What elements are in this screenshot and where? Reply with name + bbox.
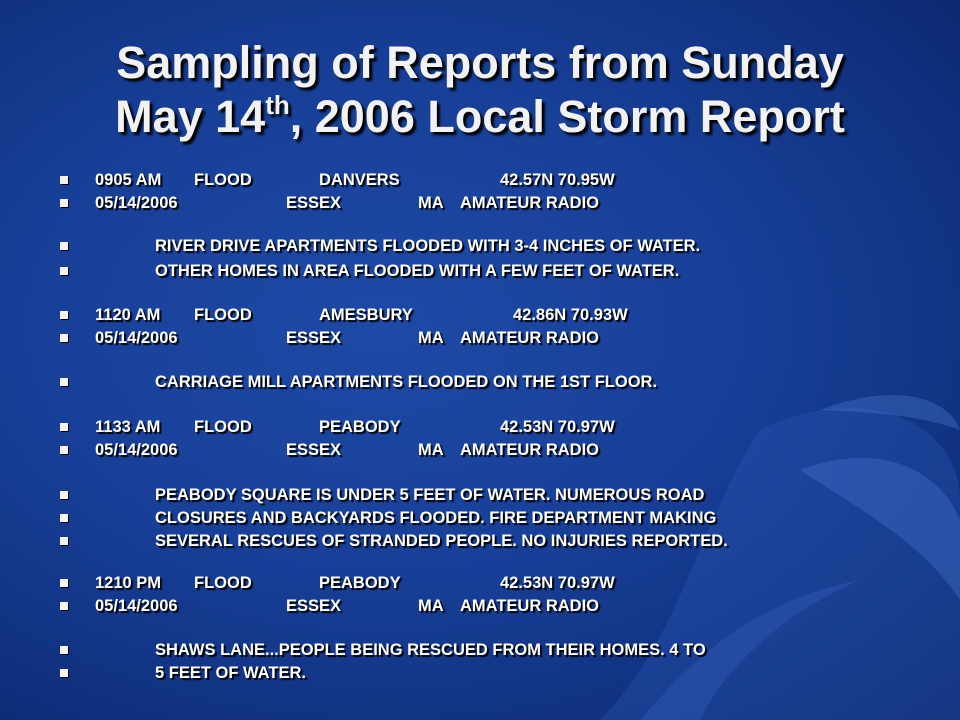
report-type: FLOOD: [194, 171, 252, 189]
report-type: FLOOD: [194, 306, 252, 324]
report-location: PEABODY: [319, 574, 401, 592]
report-source: AMATEUR RADIO: [460, 194, 600, 212]
report-remark: 5 FEET OF WATER.: [155, 664, 306, 682]
report-time: 0905 AM: [95, 171, 162, 189]
report-location: PEABODY: [319, 418, 401, 436]
report-date: 05/14/2006: [95, 597, 178, 615]
bullet-icon: [60, 242, 68, 250]
report-remark: SEVERAL RESCUES OF STRANDED PEOPLE. NO INJURIES REPORTED.: [155, 532, 728, 550]
report-location: AMESBURY: [319, 306, 413, 324]
report-date: 05/14/2006: [95, 194, 178, 212]
report-source: AMATEUR RADIO: [460, 441, 600, 459]
bullet-icon: [60, 646, 68, 654]
bullet-icon: [60, 378, 68, 386]
bullet-icon: [60, 579, 68, 587]
bullet-icon: [60, 311, 68, 319]
report-state: MA: [418, 194, 444, 212]
report-location: DANVERS: [319, 171, 400, 189]
report-type: FLOOD: [194, 418, 252, 436]
bullet-icon: [60, 602, 68, 610]
report-latlon: 42.86N 70.93W: [513, 306, 628, 324]
report-remark: RIVER DRIVE APARTMENTS FLOODED WITH 3-4 INCHES OF WATER.: [155, 237, 701, 255]
report-county: ESSEX: [286, 194, 342, 212]
report-type: FLOOD: [194, 574, 252, 592]
report-county: ESSEX: [286, 441, 342, 459]
bullet-icon: [60, 514, 68, 522]
report-date: 05/14/2006: [95, 329, 178, 347]
report-state: MA: [418, 329, 444, 347]
bullet-icon: [60, 491, 68, 499]
bullet-icon: [60, 669, 68, 677]
bullet-icon: [60, 446, 68, 454]
report-time: 1120 AM: [95, 306, 161, 324]
report-remark: PEABODY SQUARE IS UNDER 5 FEET OF WATER. NUMEROUS ROAD: [155, 486, 705, 504]
bullet-icon: [60, 423, 68, 431]
title-line-1: Sampling of Reports from Sunday: [116, 37, 844, 88]
bullet-icon: [60, 537, 68, 545]
report-time: 1210 PM: [95, 574, 162, 592]
report-source: AMATEUR RADIO: [460, 597, 600, 615]
bullet-icon: [60, 199, 68, 207]
report-remark: SHAWS LANE...PEOPLE BEING RESCUED FROM THEIR HOMES. 4 TO: [155, 641, 706, 659]
report-latlon: 42.57N 70.95W: [500, 171, 615, 189]
bullet-icon: [60, 176, 68, 184]
report-county: ESSEX: [286, 329, 342, 347]
report-remark: CARRIAGE MILL APARTMENTS FLOODED ON THE 1ST FLOOR.: [155, 373, 658, 391]
report-state: MA: [418, 441, 444, 459]
report-time: 1133 AM: [95, 418, 161, 436]
report-latlon: 42.53N 70.97W: [500, 574, 615, 592]
report-source: AMATEUR RADIO: [460, 329, 600, 347]
report-remark: OTHER HOMES IN AREA FLOODED WITH A FEW FEET OF WATER.: [155, 262, 680, 280]
title-line-2: May 14th, 2006 Local Storm Report: [115, 90, 845, 142]
report-state: MA: [418, 597, 444, 615]
report-date: 05/14/2006: [95, 441, 178, 459]
report-remark: CLOSURES AND BACKYARDS FLOODED. FIRE DEPARTMENT MAKING: [155, 509, 717, 527]
report-county: ESSEX: [286, 597, 342, 615]
bullet-icon: [60, 334, 68, 342]
bullet-icon: [60, 267, 68, 275]
report-latlon: 42.53N 70.97W: [500, 418, 615, 436]
